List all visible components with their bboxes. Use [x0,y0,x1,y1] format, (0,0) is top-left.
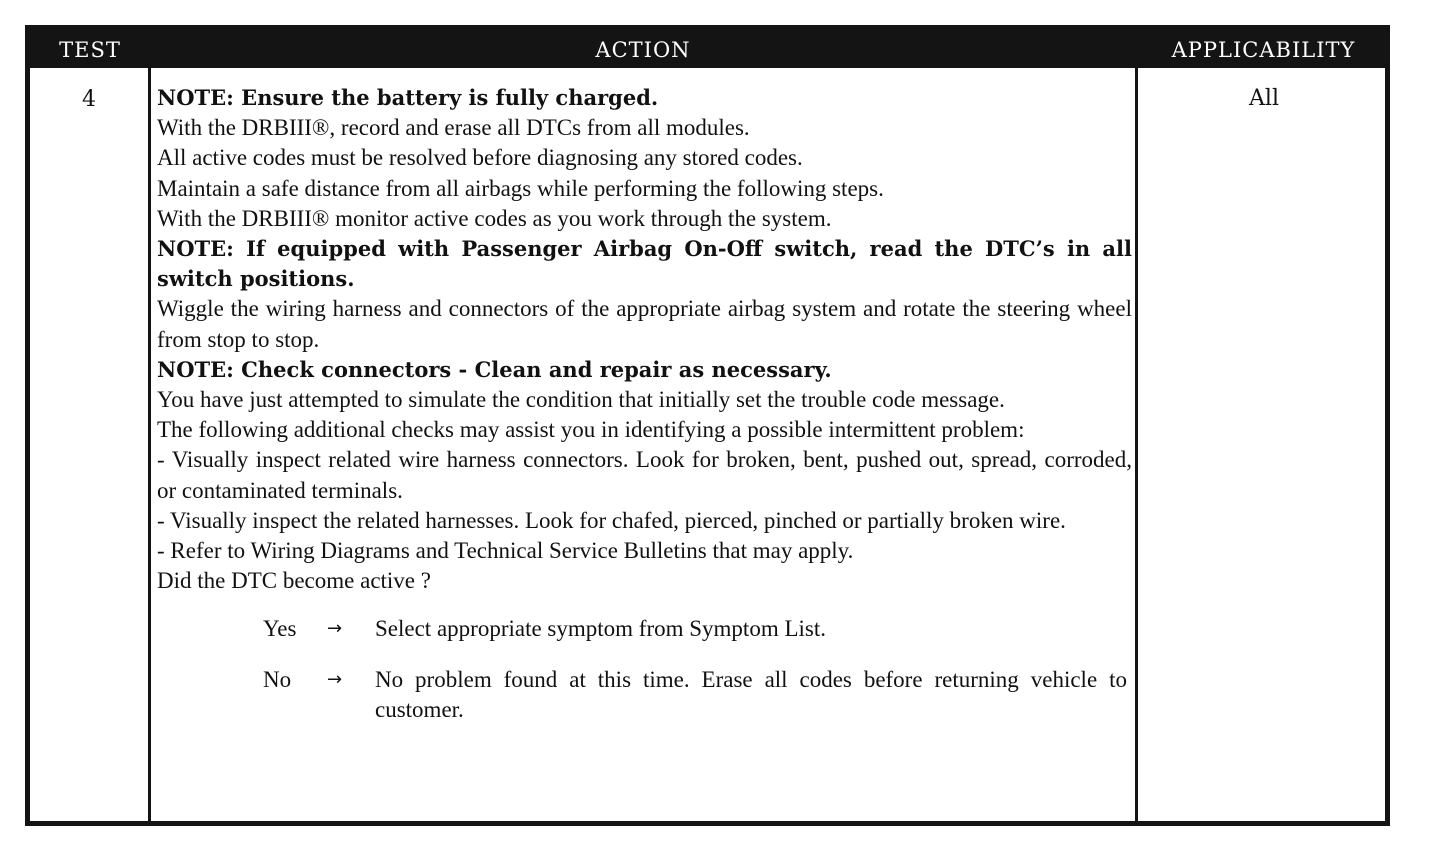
option-answer: No [263,666,292,692]
diagnostic-test-table [25,25,1390,826]
option-result: No problem found at this time. Erase all codes before returning vehicle to customer. [375,666,1127,722]
action-step-record-dtcs: With the DRBIII®, record and erase all DTCs from all modules. [157,115,750,141]
action-step-safe-distance: Maintain a safe distance from all airbags while performing the following steps. [157,175,884,201]
option-yes [157,614,1132,644]
applicability-value: All [1249,86,1279,111]
table-header [30,30,1385,68]
check-item-references: - Refer to Wiring Diagrams and Technical Service Bulletins that may apply. [157,538,854,564]
arrow-right-icon: → [327,618,343,640]
header-test: TEST [59,38,121,62]
option-no [157,665,1132,725]
note-passenger-switch: NOTE: If equipped with Passenger Airbag On-Off switch, read the DTC’s in all switch positions. [157,236,1132,292]
column-divider-applicability [1135,68,1138,821]
action-cell [157,83,1132,745]
answer-options [157,614,1132,725]
test-number: 4 [82,87,96,112]
action-step-simulate: You have just attempted to simulate the condition that initially set the trouble code message. [157,387,1005,413]
action-step-wiggle-harness: Wiggle the wiring harness and connectors of the appropriate airbag system and rotate the steering wheel from stop to stop. [157,296,1132,352]
header-action: ACTION [595,38,691,62]
question-dtc-active: Did the DTC become active ? [157,568,431,594]
option-result: Select appropriate symptom from Symptom List. [375,616,826,642]
header-applicability: APPLICABILITY [1171,38,1356,62]
check-item-connectors: - Visually inspect related wire harness connectors. Look for broken, bent, pushed out, spread, corroded, or contaminated terminals. [157,447,1132,503]
check-item-harnesses: - Visually inspect the related harnesses. Look for chafed, pierced, pinched or partially broken wire. [157,507,1066,533]
action-step-monitor-codes: With the DRBIII® monitor active codes as you work through the system. [157,205,832,231]
action-step-additional-checks: The following additional checks may assist you in identifying a possible intermittent problem: [157,417,1025,443]
action-step-resolve-active: All active codes must be resolved before diagnosing any stored codes. [157,145,803,171]
option-answer: Yes [263,616,297,642]
note-battery: NOTE: Ensure the battery is fully charged. [157,85,659,110]
arrow-right-icon: → [327,668,343,690]
column-divider-test [148,68,151,821]
note-check-connectors: NOTE: Check connectors - Clean and repair as necessary. [157,356,832,382]
